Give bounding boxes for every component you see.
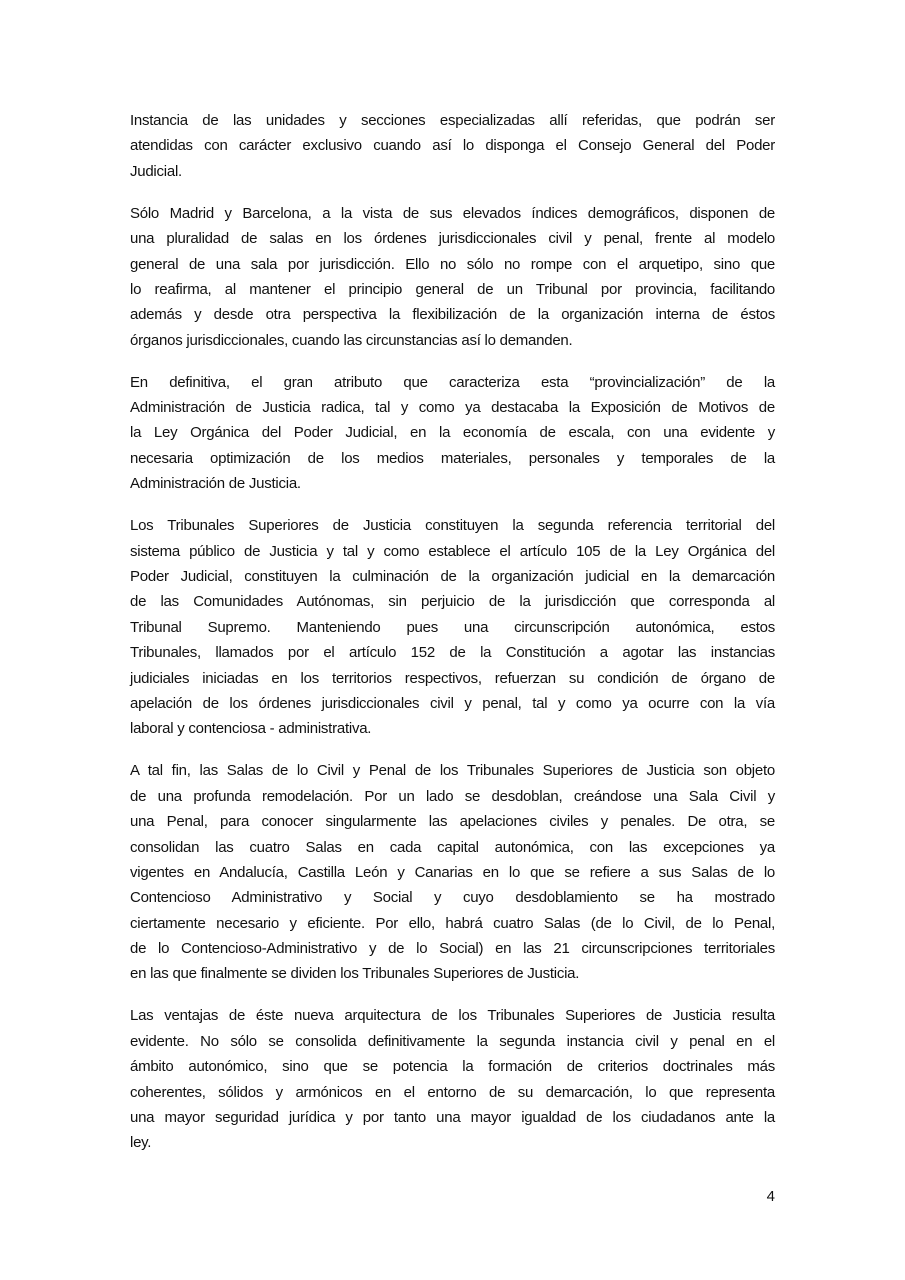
text-line: Judicial. [130,162,182,180]
text-line: la Ley Orgánica del Poder Judicial, en la economía de escala, con una evidente y [130,424,775,442]
document-body [130,108,775,1172]
text-line: Contencioso Administrativo y Social y cuyo desdoblamiento se ha mostrado [130,889,775,907]
text-line: de lo Contencioso-Administrativo y de lo Social) en las 21 circunscripciones territoriales [130,940,775,958]
text-line: consolidan las cuatro Salas en cada capital autonómica, con las excepciones ya [130,838,775,856]
text-line: evidente. No sólo se consolida definitivamente la segunda instancia civil y penal en el [130,1032,775,1050]
text-line: Sólo Madrid y Barcelona, a la vista de sus elevados índices demográficos, disponen de [130,204,775,222]
page-number: 4 [766,1188,775,1205]
text-line: Administración de Justicia. [130,475,301,493]
text-line: coherentes, sólidos y armónicos en el entorno de su demarcación, lo que representa [130,1083,775,1101]
text-line: ley. [130,1134,152,1152]
text-line: una mayor seguridad jurídica y por tanto una mayor igualdad de los ciudadanos ante la [130,1109,775,1127]
text-line: Administración de Justicia radica, tal y como ya destacaba la Exposición de Motivos de [130,399,775,417]
text-line: una pluralidad de salas en los órdenes jurisdiccionales civil y penal, frente al modelo [130,230,775,248]
paragraph [130,513,775,742]
text-line: atendidas con carácter exclusivo cuando así lo disponga el Consejo General del Poder [130,137,775,155]
text-line: ámbito autonómico, sino que se potencia la formación de criterios doctrinales más [130,1058,775,1076]
paragraph [130,201,775,353]
text-line: general de una sala por jurisdicción. Ello no sólo no rompe con el arquetipo, sino que [130,255,775,273]
text-line: laboral y contenciosa - administrativa. [130,720,372,738]
text-line: en las que finalmente se dividen los Tribunales Superiores de Justicia. [130,965,580,983]
text-line: de las Comunidades Autónomas, sin perjuicio de la jurisdicción que corresponda al [130,593,775,611]
text-line: Poder Judicial, constituyen la culminación de la organización judicial en la demarcación [130,568,775,586]
text-line: En definitiva, el gran atributo que caracteriza esta “provincialización” de la [130,373,775,391]
text-line: judiciales iniciadas en los territorios respectivos, refuerzan su condición de órgano de [130,669,775,687]
text-line: ciertamente necesario y eficiente. Por ello, habrá cuatro Salas (de lo Civil, de lo Penal, [130,914,775,932]
text-line: Instancia de las unidades y secciones especializadas allí referidas, que podrán ser [130,112,775,129]
text-line: además y desde otra perspectiva la flexibilización de la organización interna de éstos [130,306,775,324]
paragraph [130,370,775,497]
paragraph [130,108,775,184]
text-line: apelación de los órdenes jurisdiccionales civil y penal, tal y como ya ocurre con la vía [130,694,775,712]
text-line: lo reafirma, al mantener el principio general de un Tribunal por provincia, facilitando [130,280,775,298]
text-line: órganos jurisdiccionales, cuando las circunstancias así lo demanden. [130,331,573,349]
text-line: vigentes en Andalucía, Castilla León y Canarias en lo que se refiere a sus Salas de lo [130,863,775,881]
text-line: A tal fin, las Salas de lo Civil y Penal de los Tribunales Superiores de Justicia son objeto [130,762,775,780]
text-line: necesaria optimización de los medios materiales, personales y temporales de la [130,449,775,467]
text-line: Tribunales, llamados por el artículo 152 de la Constitución a agotar las instancias [130,644,775,662]
text-line: de una profunda remodelación. Por un lado se desdoblan, creándose una Sala Civil y [130,787,775,805]
text-line: sistema público de Justicia y tal y como establece el artículo 105 de la Ley Orgánica del [130,542,775,560]
paragraph [130,1003,775,1155]
text-line: Los Tribunales Superiores de Justicia constituyen la segunda referencia territorial del [130,517,775,535]
text-line: Tribunal Supremo. Manteniendo pues una circunscripción autonómica, estos [130,618,775,636]
paragraph [130,758,775,987]
text-line: Las ventajas de éste nueva arquitectura de los Tribunales Superiores de Justicia resulta [130,1007,775,1025]
text-line: una Penal, para conocer singularmente las apelaciones civiles y penales. De otra, se [130,813,775,831]
